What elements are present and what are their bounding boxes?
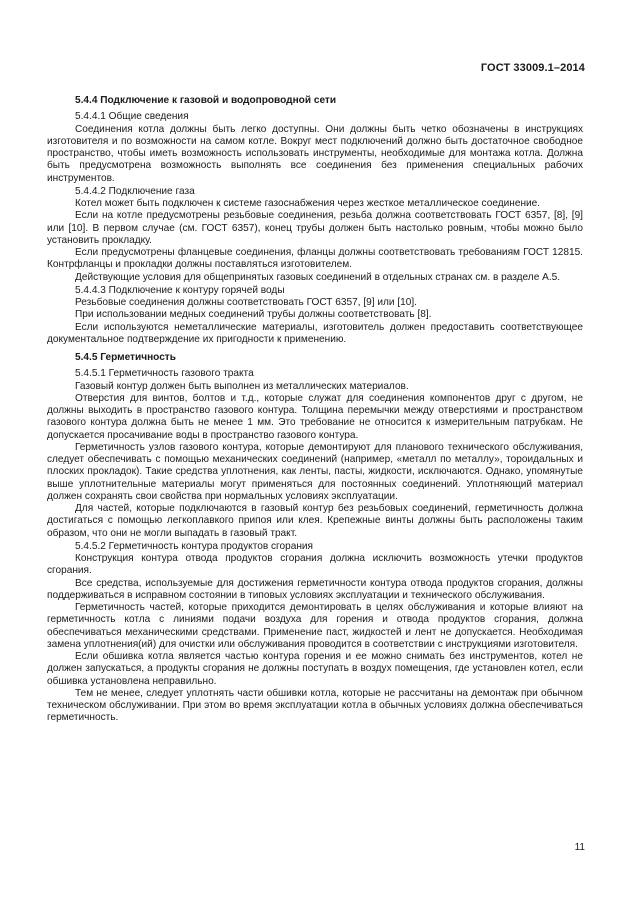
page-number: 11 bbox=[574, 842, 585, 853]
subsection-heading: 5.4.4.2 Подключение газа bbox=[75, 185, 195, 197]
standard-header: ГОСТ 33009.1–2014 bbox=[480, 62, 585, 74]
subsection-heading: 5.4.4.3 Подключение к контуру горячей воды bbox=[75, 284, 285, 296]
paragraph: Если предусмотрены фланцевые соединения, фланцы должны соответствовать требованиям ГОСТ 12815. Контрфланцы и прокладки должны поставляться изготовителем. bbox=[47, 247, 583, 271]
paragraph: Герметичность частей, которые приходится демонтировать в целях обслуживания и которые влияют на герметичность котла с линиями подачи воздуха для горения и отвода продуктов сгорания, должна обеспечиваться механическими средствами. Применение паст, жидкостей и лент не допускается. Необходимая замена уплотнения(ий) для очистки или обслуживания проводится в соответствии с инструкциями изготовителя. bbox=[47, 602, 583, 650]
paragraph: Если используются неметаллические материалы, изготовитель должен предоставить соответствующее документальное подтверждение их пригодности к применению. bbox=[47, 321, 583, 345]
paragraph: Для частей, которые подключаются в газовый контур без резьбовых соединений, герметичность должна достигаться с помощью легкоплавкого припоя или клея. Крепежные винты должны быть расположены таким образом, что они не могли выпадать в газовый тракт. bbox=[47, 503, 583, 539]
paragraph: Газовый контур должен быть выполнен из металлических материалов. bbox=[75, 380, 409, 392]
paragraph: Котел может быть подключен к системе газоснабжения через жесткое металлическое соединение. bbox=[75, 198, 541, 209]
paragraph: Конструкция контура отвода продуктов сгорания должна исключить возможность утечки продуктов сгорания. bbox=[47, 553, 583, 577]
paragraph: Если на котле предусмотрены резьбовые соединения, резьба должна соответствовать ГОСТ 6357, [8], [9] или [10]. В первом случае (см. ГОСТ 6357), конец трубы должен быть настолько ровным, чтобы можно было установить прокладку. bbox=[47, 210, 583, 246]
subsection-heading: 5.4.5.2 Герметичность контура продуктов сгорания bbox=[75, 540, 314, 552]
paragraph: Действующие условия для общепринятых газовых соединений в отдельных странах см. в разделе А.5. bbox=[75, 271, 561, 283]
paragraph: Тем не менее, следует уплотнять части обшивки котла, которые не рассчитаны на демонтаж при обычном техническом обслуживании. При этом во время эксплуатации котла в обычных условиях должна обеспечиваться герметичность. bbox=[47, 687, 583, 724]
section-heading: 5.4.4 Подключение к газовой и водопроводной сети bbox=[75, 95, 337, 106]
paragraph: Резьбовые соединения должны соответствовать ГОСТ 6357, [9] или [10]. bbox=[75, 297, 417, 308]
paragraph: Все средства, используемые для достижения герметичности контура отвода продуктов сгорания, должны поддерживаться в исправном состоянии в типовых условиях эксплуатации и технического обслуживания. bbox=[47, 577, 583, 601]
paragraph: Если обшивка котла является частью контура горения и ее можно снимать без инструментов, котел не должен запускаться, а продукты сгорания не должны поступать в воздух помещения, где установлен котел, если обшивка установлена неправильно. bbox=[47, 651, 583, 687]
paragraph: Отверстия для винтов, болтов и т.д., которые служат для соединения компонентов друг с другом, не должны выходить в пространство газового контура. Толщина перемычки между отверстиями и пространством газового контура должна быть не менее 1 мм. Это требование не относится к измерительным патрубкам. Не допускается просачивание воды в пространство газового контура. bbox=[47, 392, 583, 441]
paragraph: Герметичность узлов газового контура, которые демонтируют для планового технического обслуживания, следует обеспечивать с помощью механических соединений (например, «металл по металлу», тороидальных и плоских прокладок). Такие средства уплотнения, как ленты, пасты, жидкости, исключаются. Однако, упомянутые выше уплотнительные материалы могут применяться для постоянных соединений. Уплотняющий материал должен сохранять свои свойства при нормальных условиях эксплуатации. bbox=[47, 441, 583, 502]
paragraph: При использовании медных соединений трубы должны соответствовать [8]. bbox=[75, 309, 432, 321]
paragraph: Соединения котла должны быть легко доступны. Они должны быть четко обозначены в инструкциях изготовителя и по возможности на самом котле. Вокруг мест подключений должно быть достаточное свободное пространство, чтобы иметь возможность использовать инструменты, необходимые для монтажа котла. Должна быть предусмотрена возможность выполнять все соединения без применения специальных рабочих инструментов. bbox=[47, 123, 583, 184]
section-heading: 5.4.5 Герметичность bbox=[75, 352, 176, 363]
subsection-heading: 5.4.5.1 Герметичность газового тракта bbox=[75, 368, 254, 380]
subsection-heading: 5.4.4.1 Общие сведения bbox=[75, 111, 189, 123]
document-body bbox=[47, 95, 583, 725]
